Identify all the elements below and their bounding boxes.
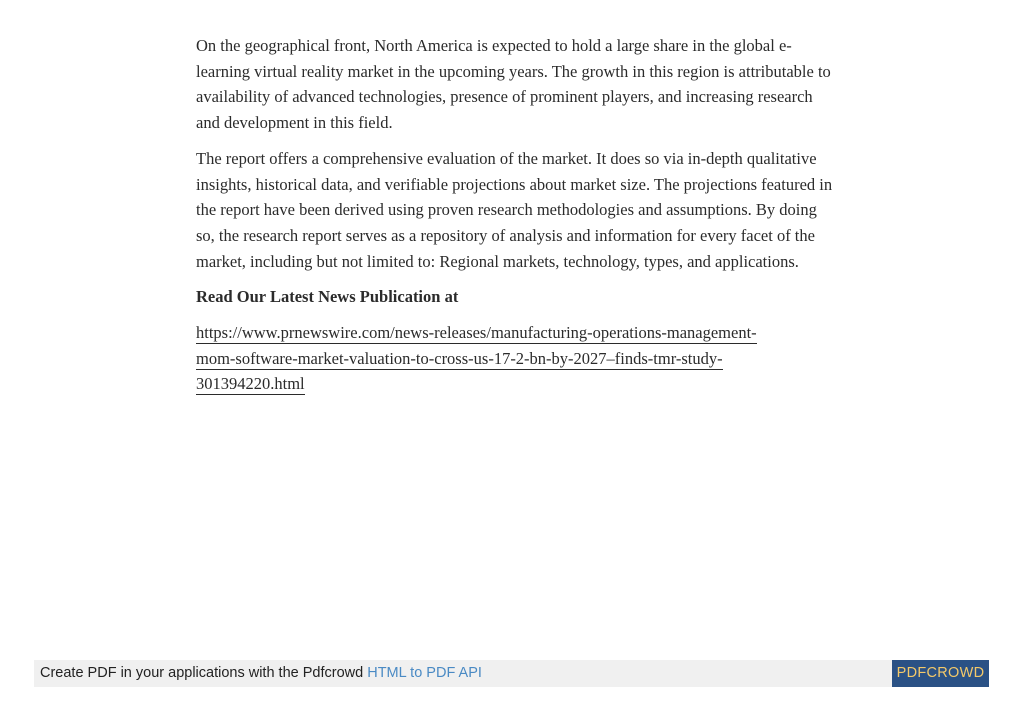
news-release-link-part-2[interactable]: mom-software-market-valuation-to-cross-us-17-2-bn-by-2027–finds-tmr-study- — [196, 348, 723, 368]
footer-text — [40, 665, 482, 681]
news-publication-heading: Read Our Latest News Publication at — [196, 287, 459, 307]
pdfcrowd-footer-bar — [34, 660, 989, 687]
paragraph-report-overview: The report offers a comprehensive evaluation of the market. It does so via in-depth qualitative insights, historical data, and verifiable projections about market size. The projections featured in the report have been derived using proven research methodologies and assumptions. By doing so, the research report serves as a repository of analysis and information for every facet of the market, including but not limited to: Regional markets, technology, types, and applications. — [196, 148, 833, 271]
news-link-paragraph — [196, 320, 836, 397]
html-to-pdf-api-link[interactable]: HTML to PDF API — [367, 665, 482, 681]
paragraph-geographical: On the geographical front, North America is expected to hold a large share in the global e-learning virtual reality market in the upcoming years. The growth in this region is attributable to availability of advanced technologies, presence of prominent players, and increasing research and development in this field. — [196, 36, 831, 133]
footer-caption: Create PDF in your applications with the Pdfcrowd — [40, 665, 368, 681]
news-release-link-part-1[interactable]: https://www.prnewswire.com/news-releases/manufacturing-operations-management- — [196, 323, 757, 343]
pdfcrowd-logo-button[interactable]: PDFCROWD — [892, 660, 989, 687]
news-release-link-part-3[interactable]: 301394220.html — [196, 374, 305, 394]
article-body — [196, 33, 836, 407]
